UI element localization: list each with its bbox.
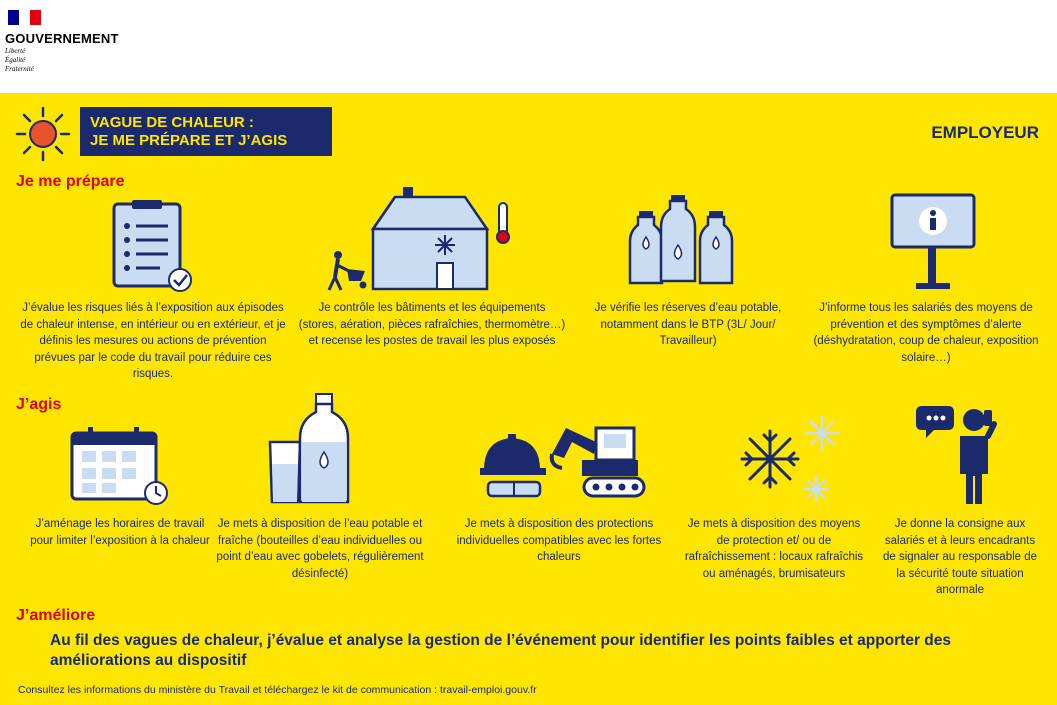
footer-note: Consultez les informations du ministère du Travail et téléchargez le kit de communication : travail-emploi.gouv.fr xyxy=(18,684,537,696)
building-icon xyxy=(325,185,515,295)
improve-statement: Au fil des vagues de chaleur, j’évalue et analyse la gestion de l’événement pour identifier les points faibles et apporter des améliorations au dispositif xyxy=(50,632,952,669)
water-bottles-icon xyxy=(630,193,736,285)
helmet-excavator-icon xyxy=(478,420,646,504)
checklist-icon xyxy=(110,198,195,293)
prepare-item-1-text: J’évalue les risques liés à l’exposition aux épisodes de chaleur intense, en intérieur ou en extérieur, et je définis les mesures ou actions de prévention prévues par le code du travail pour réduire ces risques. xyxy=(20,302,286,380)
person-phone-icon xyxy=(916,402,1000,506)
prepare-item-2-text: Je contrôle les bâtiments et les équipements (stores, aération, pièces rafraîchies, thermomètre…) et recense les postes de travail les plus exposés xyxy=(298,302,566,347)
prepare-item-4-text: J’informe tous les salariés des moyens de prévention et des symptômes d’alerte (déshydratation, coup de chaleur, exposition solaire…) xyxy=(813,302,1039,364)
audience-label: EMPLOYEUR xyxy=(931,123,1039,142)
republic-motto: Liberté Égalité Fraternité xyxy=(5,47,34,73)
campaign-banner: VAGUE DE CHALEUR : JE ME PRÉPARE ET J’AGIS xyxy=(78,105,334,158)
act-item-3-text: Je mets à disposition des protections individuelles compatibles avec les fortes chaleurs xyxy=(456,518,662,563)
sun-icon xyxy=(15,106,71,162)
french-flag-icon xyxy=(8,10,41,25)
government-title: GOUVERNEMENT xyxy=(5,31,119,46)
act-item-2-text: Je mets à disposition de l’eau potable et fraîche (bouteilles d’eau individuelles ou point d’eau avec gobelets, régulièrement désinfecté) xyxy=(216,518,424,580)
government-header xyxy=(0,0,1057,93)
section-title-prepare: Je me prépare xyxy=(16,173,125,190)
calendar-clock-icon xyxy=(70,425,170,507)
act-item-1-text: J’aménage les horaires de travail pour limiter l’exposition à la chaleur xyxy=(30,518,210,547)
section-title-act: J’agis xyxy=(16,396,62,413)
poster xyxy=(0,93,1057,705)
section-title-improve: J’améliore xyxy=(16,607,96,624)
act-item-4-text: Je mets à disposition des moyens de protection et/ ou de rafraîchissement : locaux rafraîchis ou aménagés, brumisateurs xyxy=(684,518,864,580)
information-sign-icon xyxy=(890,193,978,291)
water-glass-bottle-icon xyxy=(266,392,354,506)
act-item-5-text: Je donne la consigne aux salariés et à leurs encadrants de signaler au responsable de la sécurité toute situation anormale xyxy=(882,518,1038,596)
ministry-link[interactable]: travail-emploi.gouv.fr xyxy=(439,684,537,696)
snowflakes-icon xyxy=(738,413,842,505)
prepare-item-3-text: Je vérifie les réserves d’eau potable, notamment dans le BTP (3L/ Jour/ Travailleur) xyxy=(594,302,782,347)
